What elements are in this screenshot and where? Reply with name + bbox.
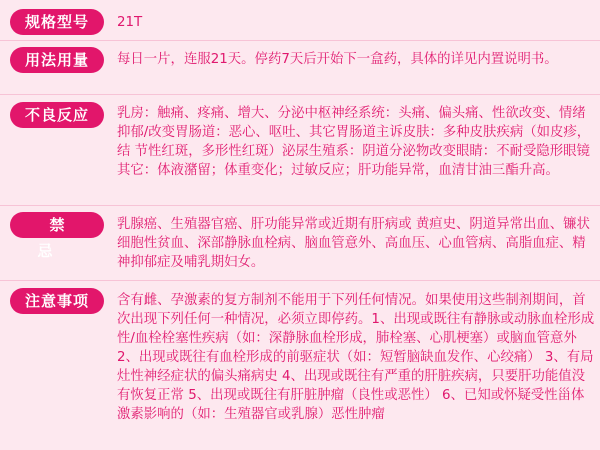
divider xyxy=(0,94,600,95)
usage-text: 每日一片，连服21天。停药7天后开始下一盒药，具体的详见内置说明书。 xyxy=(117,52,558,67)
adverse-label: 不良反应 xyxy=(10,102,104,128)
precautions-text: 含有雌、孕激素的复方制剂不能用于下列任何情况。如果使用这些制剂期间，首次出现下列任何一种情况，必须立即停药。1、出现或既往有静脉或动脉血栓形成性/血栓栓塞性疾病（如：深静脉血栓形成，肺栓塞、心肌梗塞）或脑血管意外 2、出现或既往有血栓形成的前驱症状（如：短暂脑缺血发作、心绞痛） 3、有局灶性神经症状的偏头痛病史 4、出现或既往有严重的肝脏疾病，只要肝功能值没有恢复正常 5、出现或既往有肝脏肿瘤（良性或恶性） 6、已知或怀疑受性甾体激素影响的（如：生殖器官或乳腺）恶性肿瘤 xyxy=(117,293,595,422)
divider xyxy=(0,205,600,206)
precautions-label: 注意事项 xyxy=(10,288,104,314)
spec-value: 21T xyxy=(117,15,143,30)
divider xyxy=(0,40,600,41)
spec-label: 规格型号 xyxy=(10,9,104,35)
adverse-text: 乳房：触痛、疼痛、增大、分泌中枢神经系统：头痛、偏头痛、性欲改变、情绪抑郁/改变胃肠道：恶心、呕吐、其它胃肠道主诉皮肤：多种皮肤疾病（如皮疹，结 节性红斑，多形性红斑）泌尿生殖系：阴道分泌物改变眼睛：不耐受隐形眼镜其它：体液潴留；体重变化；过敏反应；肝功能异常，血清甘油三酯升高。 xyxy=(117,106,591,178)
contraindications-label: 禁 忌 xyxy=(10,212,104,238)
usage-label: 用法用量 xyxy=(10,47,104,73)
contraindications-text: 乳腺癌、生殖器官癌、肝功能异常或近期有肝病或 黄疸史、阴道异常出血、镰状细胞性贫血、深部静脉血栓病、脑血管意外、高血压、心血管病、高脂血症、精神抑郁症及哺乳期妇女。 xyxy=(117,217,590,270)
divider xyxy=(0,280,600,281)
